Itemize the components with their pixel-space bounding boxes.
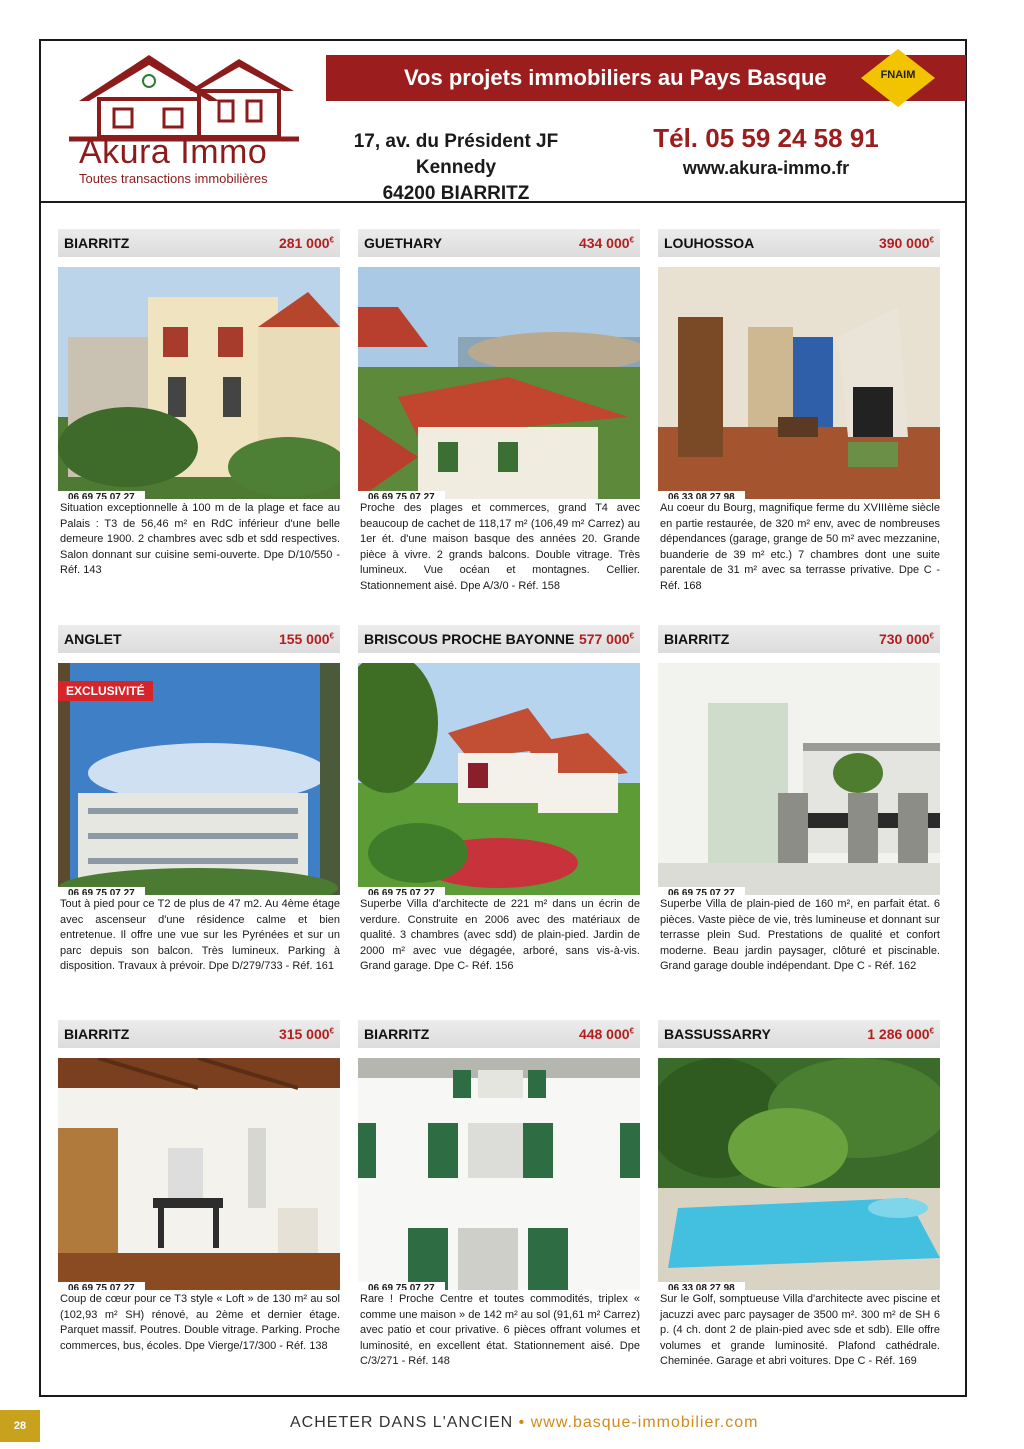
listing-description: Situation exceptionnelle à 100 m de la plage et face au Palais : T3 de 56,46 m² en RdC inférieur d'une belle demeure 1900. 2 chambres avec sdb et sdd respectives. Salon donnant sur cuisine semi-ouverte. Dpe D/10/550 - Réf. 143: [60, 502, 340, 577]
listing-photo[interactable]: [358, 1058, 640, 1290]
listing-header: [658, 229, 940, 257]
listing-price: 448 000€: [578, 1026, 634, 1042]
listing-description: Coup de cœur pour ce T3 style « Loft » de 130 m² au sol (102,93 m² SH) rénové, au 2ème et dernier étage. Parquet massif. Poutres. Double vitrage. Parking. Proche commerces, bus, écoles. Dpe Vierge/17/300 - Réf. 138: [60, 1293, 340, 1352]
agency-header: [41, 41, 965, 203]
listing-price: 281 000€: [278, 235, 334, 251]
listing-city: LOUHOSSOA: [664, 235, 755, 251]
listing-photo[interactable]: [358, 267, 640, 499]
listing-description: Superbe Villa d'architecte de 221 m² dans un écrin de verdure. Construite en 2006 avec des matériaux de qualité. 3 chambres (avec sdd) de plain-pied. Jardin de 2000 m² avec vue dégagée, arboré, sans vis-à-vis. Grand garage. Dpe C- Réf. 156: [360, 898, 640, 973]
agency-phone[interactable]: Tél. 05 59 24 58 91: [653, 123, 879, 153]
listing-photo[interactable]: [58, 267, 340, 499]
agency-address: 17, av. du Président JF Kennedy 64200 BIARRITZ: [353, 131, 559, 204]
listing-price: 1 286 000€: [867, 1026, 934, 1042]
listing-card[interactable]: [658, 229, 940, 595]
listing-header: [58, 229, 340, 257]
listing-phone[interactable]: 06 69 75 07 27: [58, 1282, 145, 1290]
listing-city: GUETHARY: [364, 235, 443, 251]
listing-photo[interactable]: [58, 1058, 340, 1290]
listing-price: 315 000€: [278, 1026, 334, 1042]
listing-description: Superbe Villa de plain-pied de 160 m², en parfait état. 6 pièces. Vaste pièce de vie, très lumineuse et donnant sur terrasse plein Sud. Prestations de qualité et confort moderne. Beau jardin paysager, clôturé et piscinable. Grand garage double indépendant. Dpe C - Réf. 162: [660, 898, 940, 973]
agency-website[interactable]: www.akura-immo.fr: [682, 158, 850, 178]
listing-photo[interactable]: [658, 1058, 940, 1290]
listing-phone[interactable]: 06 69 75 07 27: [658, 887, 745, 895]
listing-phone[interactable]: 06 33 08 27 98: [658, 1282, 745, 1290]
listing-photo[interactable]: [658, 663, 940, 895]
listing-photo[interactable]: [358, 663, 640, 895]
listing-city: BIARRITZ: [364, 1026, 430, 1042]
listing-price: 390 000€: [878, 235, 934, 251]
listing-description: Proche des plages et commerces, grand T4 avec beaucoup de cachet de 118,17 m² (106,49 m² Carrez) au 1er ét. d'une maison basque des années 20. Grande pièce à vivre. 2 grands balcons. Double vitrage. Très lumineux. Vue océan et montagnes. Cellier. Stationnement aisé. Dpe A/3/0 - Réf. 158: [360, 502, 640, 592]
listing-city: ANGLET: [64, 631, 122, 647]
listing-header: [358, 625, 640, 653]
logo-tagline: Toutes transactions immobilières: [79, 171, 268, 186]
listing-price: 730 000€: [878, 631, 934, 647]
logo-name: Akura Immo: [79, 133, 268, 171]
listing-city: BRISCOUS PROCHE BAYONNE: [364, 631, 575, 647]
listing-phone[interactable]: 06 69 75 07 27: [58, 887, 145, 895]
listing-phone[interactable]: 06 69 75 07 27: [58, 491, 145, 499]
listing-photo[interactable]: [658, 267, 940, 499]
listing-phone[interactable]: 06 69 75 07 27: [358, 491, 445, 499]
listing-phone[interactable]: 06 69 75 07 27: [358, 1282, 445, 1290]
footer-caption: ACHETER DANS L'ANCIEN • www.basque-immobilier.com: [290, 1414, 759, 1431]
exclusivity-badge: EXCLUSIVITÉ: [58, 681, 153, 701]
listing-description: Rare ! Proche Centre et toutes commodités, triplex « comme une maison » de 142 m² au sol (91,61 m² Carrez) avec patio et cour privative. 6 pièces offrant volumes et luminosité, en excellent état. Stationnement aisé. Dpe C/3/271 - Réf. 148: [360, 1293, 641, 1368]
listing-header: [358, 229, 640, 257]
listing-description: Tout à pied pour ce T2 de plus de 47 m2. Au 4ème étage avec ascenseur d'une résidence calme et bien entretenue. Il offre une vue sur les Pyrénées et sur un parc depuis son balcon. Très lumineux. Parking à disposition. Travaux à prévoir. Dpe D/279/733 - Réf. 161: [60, 898, 340, 973]
listing-header: [658, 625, 940, 653]
listing-card[interactable]: [358, 1020, 640, 1370]
listing-phone[interactable]: 06 33 08 27 98: [658, 491, 745, 499]
listing-header: [58, 1020, 340, 1048]
listing-card[interactable]: [58, 1020, 340, 1354]
fnaim-badge: FNAIM: [859, 47, 937, 109]
listing-price: 155 000€: [278, 631, 334, 647]
listing-price: 577 000€: [578, 631, 634, 647]
house-logo-icon: [69, 51, 299, 143]
listing-city: BIARRITZ: [64, 235, 130, 251]
listing-photo[interactable]: [58, 663, 340, 895]
listing-card[interactable]: [358, 625, 640, 975]
listing-price: 434 000€: [578, 235, 634, 251]
footer-website[interactable]: www.basque-immobilier.com: [530, 1414, 759, 1431]
listing-card[interactable]: [58, 625, 340, 975]
listing-description: Sur le Golf, somptueuse Villa d'architecte avec piscine et jacuzzi avec parc paysager de 3500 m². 300 m² de SH 6 p. (4 ch. dont 2 de plain-pied avec sde et sdb). Elle offre volumes et grande luminosité. Plafond cathédrale. Cheminée. Garage et abri voitures. Dpe C - Réf. 169: [660, 1293, 940, 1368]
listing-header: [358, 1020, 640, 1048]
listing-card[interactable]: [58, 229, 340, 579]
listing-card[interactable]: [358, 229, 640, 595]
listing-description: Au coeur du Bourg, magnifique ferme du XVIIIème siècle en partie restaurée, de 320 m² env, avec de nombreuses dépendances (garage, grange de 50 m² avec mezzanine, buanderie de 39 m² etc.) 7 chambres dont une suite parentale de 31 m² avec sa terrasse privative. Dpe C - Réf. 168: [660, 502, 940, 592]
listing-city: BASSUSSARRY: [664, 1026, 771, 1042]
listing-card[interactable]: [658, 1020, 940, 1370]
listing-city: BIARRITZ: [664, 631, 730, 647]
listing-city: BIARRITZ: [64, 1026, 130, 1042]
listing-header: [58, 625, 340, 653]
slogan-banner: Vos projets immobiliers au Pays Basque: [326, 55, 966, 101]
listing-card[interactable]: [658, 625, 940, 975]
page-number: 28: [0, 1410, 40, 1442]
listing-header: [658, 1020, 940, 1048]
listing-phone[interactable]: 06 69 75 07 27: [358, 887, 445, 895]
